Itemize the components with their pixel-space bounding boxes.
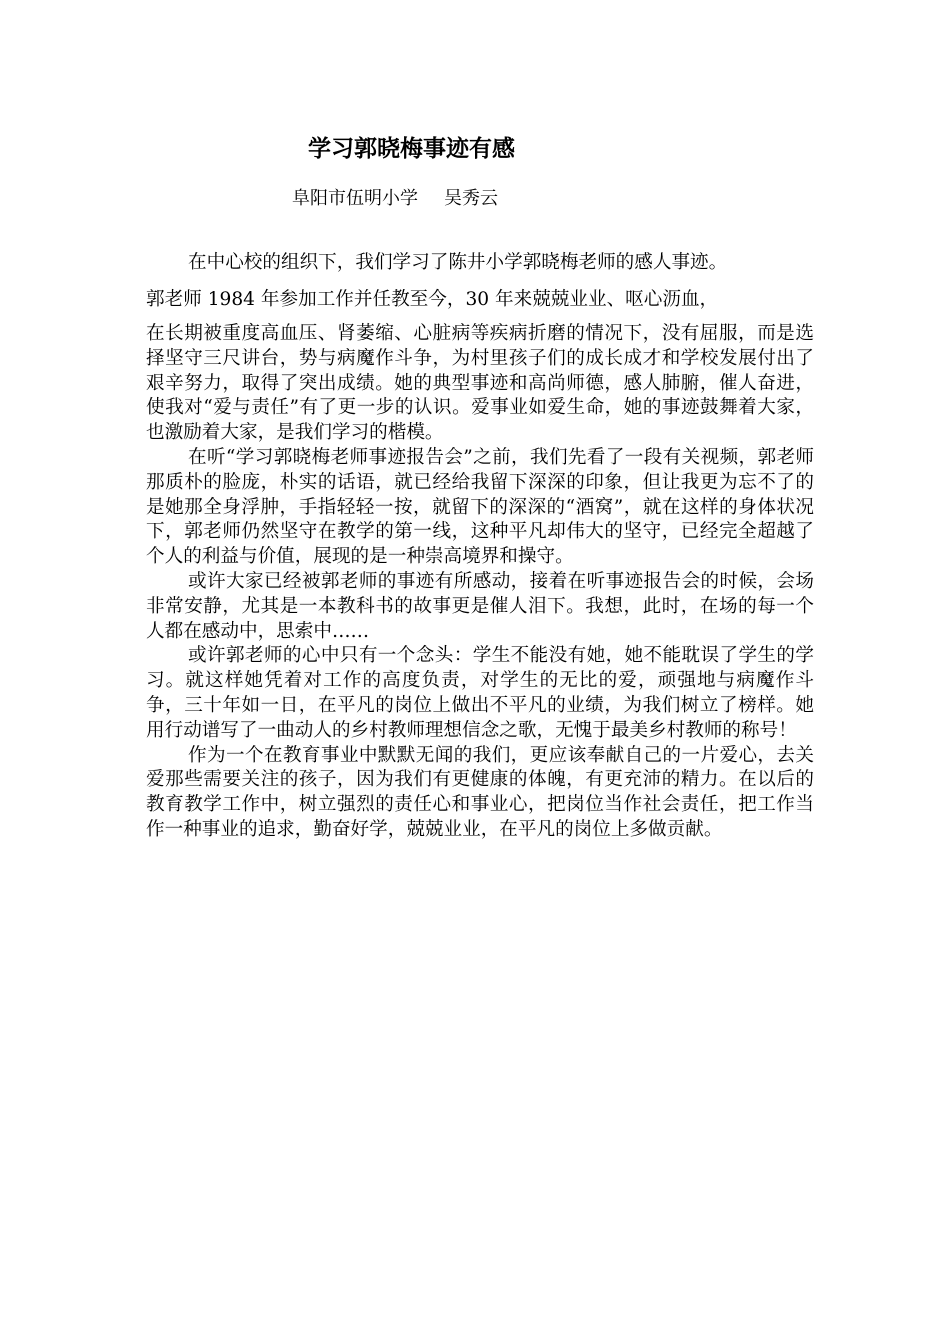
paragraph-1-line-2: 郭老师 1984 年参加工作并任教至今，30 年来兢兢业业、呕心沥血，	[146, 289, 719, 310]
paragraph-1-line-1: 在中心校的组织下，我们学习了陈井小学郭晓梅老师的感人事迹。	[188, 252, 728, 273]
paragraph-1-continued: 在长期被重度高血压、肾萎缩、心脏病等疾病折磨的情况下，没有屈服，而是选择坚守三尺讲台，势与病魔作斗争，为村里孩子们的成长成才和学校发展付出了艰辛努力，取得了突出成绩。她的典型事迹和高尚师德，感人肺腑，催人奋进，使我对“爱与责任”有了更一步的认识。爱事业如爱生命，她的事迹鼓舞着大家，也激励着大家，是我们学习的楷模。	[146, 323, 814, 444]
body-text	[146, 322, 814, 843]
paragraph-5: 作为一个在教育事业中默默无闻的我们，更应该奉献自己的一片爱心，去关爱那些需要关注的孩子，因为我们有更健康的体魄，有更充沛的精力。在以后的教育教学工作中，树立强烈的责任心和事业心，把岗位当作社会责任，把工作当作一种事业的追求，勤奋好学，兢兢业业，在平凡的岗位上多做贡献。	[146, 744, 814, 840]
paragraph-3: 或许大家已经被郭老师的事迹有所感动，接着在听事迹报告会的时候，会场非常安静，尤其是一本教科书的故事更是催人泪下。我想，此时，在场的每一个人都在感动中，思索中……	[146, 570, 814, 642]
paragraph-2: 在听“学习郭晓梅老师事迹报告会”之前，我们先看了一段有关视频，郭老师那质朴的脸庞，朴实的话语，就已经给我留下深深的印象，但让我更为忘不了的是她那全身浮肿，手指轻轻一按，就留下的深深的“酒窝”，就在这样的身体状况下，郭老师仍然坚守在教学的第一线，这种平凡却伟大的坚守，已经完全超越了个人的利益与价值，展现的是一种崇高境界和操守。	[146, 446, 814, 568]
school-name: 阜阳市伍明小学	[292, 188, 418, 209]
paragraph-4: 或许郭老师的心中只有一个念头：学生不能没有她，她不能耽误了学生的学习。就这样她凭着对工作的高度负责，对学生的无比的爱，顽强地与病魔作斗争，三十年如一日，在平凡的岗位上做出不平凡的业绩，为我们树立了榜样。她用行动谱写了一曲动人的乡村教师理想信念之歌，无愧于最美乡村教师的称号！	[146, 645, 814, 741]
document-title: 学习郭晓梅事迹有感	[308, 135, 515, 162]
byline	[292, 186, 498, 212]
author-name: 吴秀云	[444, 188, 498, 209]
